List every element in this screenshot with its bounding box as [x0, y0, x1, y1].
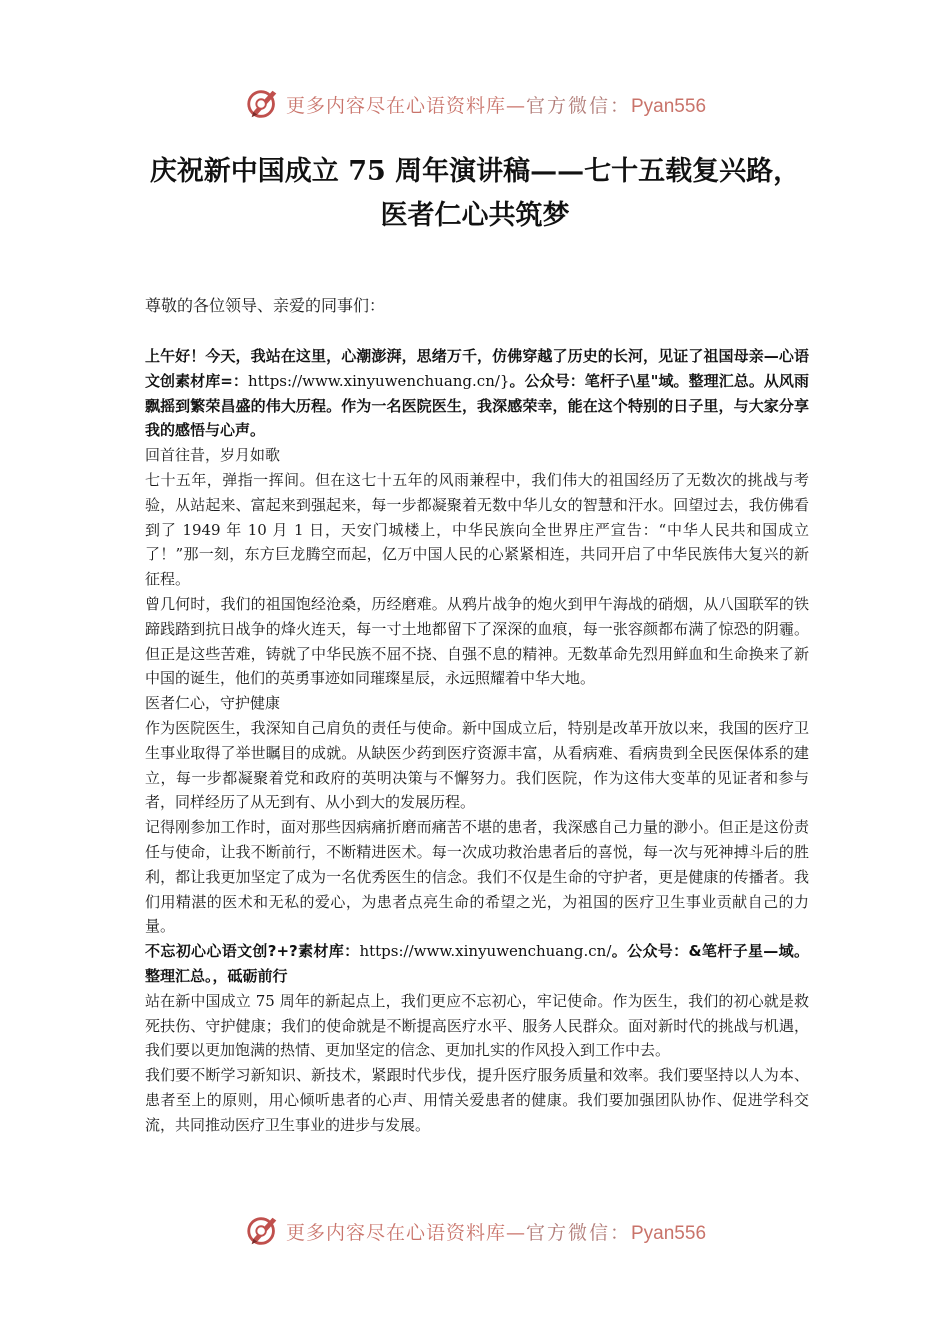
footer-banner — [0, 1209, 950, 1253]
title-line-1: 庆祝新中国成立 75 周年演讲稿——七十五载复兴路， — [149, 156, 801, 187]
banner-text: 更多内容尽在心语资料库—官方微信：Pyan556 — [285, 1221, 707, 1244]
paragraph: 站在新中国成立 75 周年的新起点上，我们更应不忘初心，牢记使命。作为医生，我们的初心就是救死扶伤、守护健康；我们的使命就是不断提高医疗水平、服务人民群众。面对新时代的挑战与机遇，我们要以更加饱满的热情、更加坚定的信念、更加扎实的作风投入到工作中去。 — [145, 991, 809, 1060]
section3-url: https://www.xinyuwenchuang.cn/ — [359, 942, 612, 961]
paragraph: 七十五年，弹指一挥间。但在这七十五年的风雨兼程中，我们伟大的祖国经历了无数次的挑战与考验，从站起来、富起来到强起来，每一步都凝聚着无数中华儿女的智慧和汗水。回望过去，我仿佛看到了 1949 年 10 月 1 日，天安门城楼上，中华民族向全世界庄严宣告：“中华人民共和国成立了！”那一刻，东方巨龙腾空而起，亿万中国人民的心紧紧相连，共同开启了中华民族伟大复兴的新征程。 — [145, 470, 809, 589]
intro-paragraph: 上午好！今天，我站在这里，心潮澎湃，思绪万千，仿佛穿越了历史的长河，见证了祖国母亲—心语文创素材库=：https://www.xinyuwenchuang.cn/}。公众号：笔杆子\星"域。整理汇总。从风雨飘摇到繁荣昌盛的伟大历程。作为一名医院医生，我深感荣幸，能在这个特别的日子里，与大家分享我的感悟与心声。 — [145, 347, 809, 440]
section-heading-3: 不忘初心心语文创?+?素材库：https://www.xinyuwenchuang.cn/。公众号：&笔杆子星—域。整理汇总。，砥砺前行 — [145, 942, 809, 985]
pen-logo-icon — [244, 85, 282, 123]
document-body — [145, 294, 809, 1138]
paragraph: 我们要不断学习新知识、新技术，紧跟时代步伐，提升医疗服务质量和效率。我们要坚持以人为本、患者至上的原则，用心倾听患者的心声、用情关爱患者的健康。我们要加强团队协作、促进学科交流，共同推动医疗卫生事业的进步与发展。 — [145, 1066, 809, 1134]
paragraph: 作为医院医生，我深知自己肩负的责任与使命。新中国成立后，特别是改革开放以来，我国的医疗卫生事业取得了举世瞩目的成就。从缺医少药到医疗资源丰富，从看病难、看病贵到全民医保体系的建立，每一步都凝聚着党和政府的英明决策与不懈努力。我们医院，作为这伟大变革的见证者和参与者，同样经历了从无到有、从小到大的发展历程。 — [145, 718, 809, 812]
paragraph: 曾几何时，我们的祖国饱经沧桑，历经磨难。从鸦片战争的炮火到甲午海战的硝烟，从八国联军的铁蹄践踏到抗日战争的烽火连天，每一寸土地都留下了深深的血痕，每一张容颜都布满了惊恐的阴霾。但正是这些苦难，铸就了中华民族不屈不挠、自强不息的精神。无数革命先烈用鲜血和生命换来了新中国的诞生，他们的英勇事迹如同璀璨星辰，永远照耀着中华大地。 — [145, 594, 809, 688]
title-line-2: 医者仁心共筑梦 — [380, 200, 570, 231]
section-heading-2: 医者仁心，守护健康 — [145, 694, 281, 713]
section-heading-1: 回首往昔，岁月如歌 — [145, 446, 281, 465]
pen-logo-icon — [244, 1212, 282, 1250]
greeting: 尊敬的各位领导、亲爱的同事们： — [145, 296, 386, 315]
paragraph: 记得刚参加工作时，面对那些因病痛折磨而痛苦不堪的患者，我深感自己力量的渺小。但正是这份责任与使命，让我不断前行，不断精进医术。每一次成功救治患者后的喜悦，每一次与死神搏斗后的胜利，都让我更加坚定了成为一名优秀医生的信念。我们不仅是生命的守护者，更是健康的传播者。我们用精湛的医术和无私的爱心，为患者点亮生命的希望之光，为祖国的医疗卫生事业贡献自己的力量。 — [145, 818, 809, 936]
header-banner — [0, 82, 950, 126]
banner-text: 更多内容尽在心语资料库—官方微信：Pyan556 — [285, 94, 707, 117]
intro-url: https://www.xinyuwenchuang.cn/} — [247, 371, 510, 390]
document-title — [0, 150, 950, 238]
